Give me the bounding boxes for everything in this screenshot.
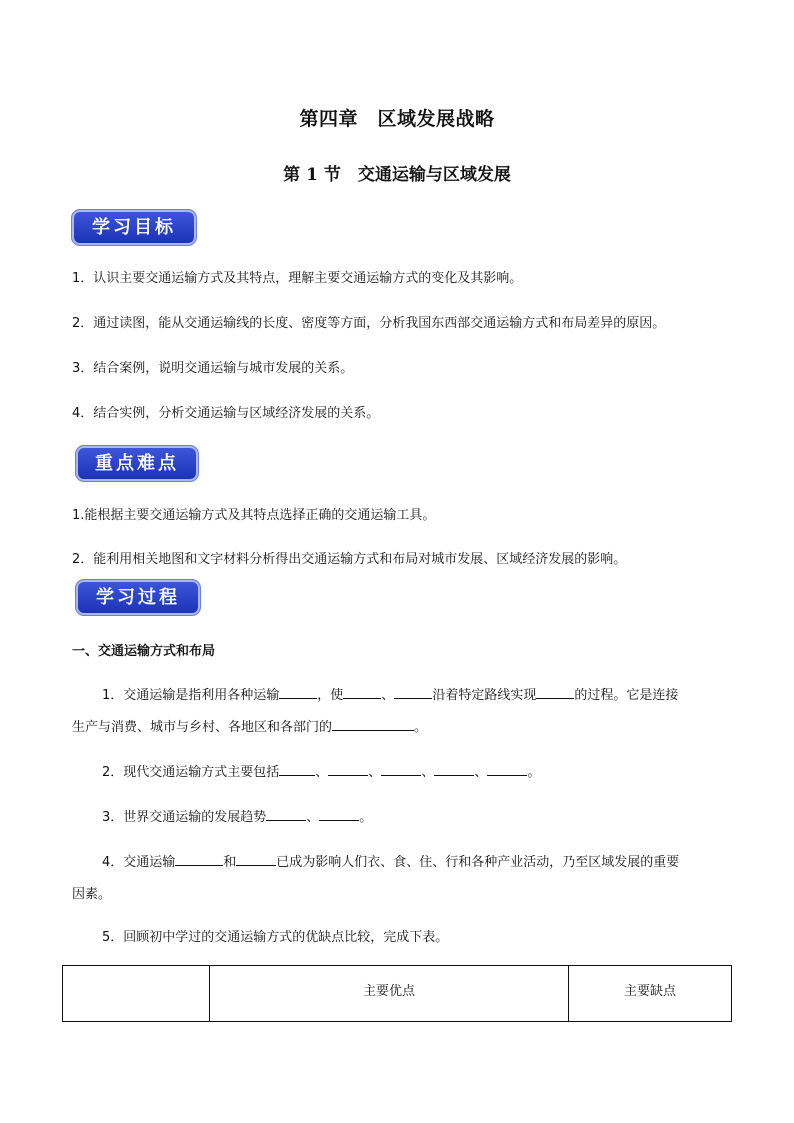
objective-3: 3．结合案例，说明交通运输与城市发展的关系。 xyxy=(72,361,354,376)
key-points-badge: 重点难点 xyxy=(78,448,196,479)
q2-sep: 、 xyxy=(315,765,329,780)
fill-blank[interactable] xyxy=(381,762,421,776)
question-3 xyxy=(102,807,372,827)
question-5: 5．回顾初中学过的交通运输方式的优缺点比较，完成下表。 xyxy=(102,930,449,945)
table-header-cell: 主要缺点 xyxy=(569,966,732,1022)
chapter-title: 第四章 区域发展战略 xyxy=(299,108,495,130)
q3-sep: 、 xyxy=(306,810,320,825)
q1-text-c: 、 xyxy=(381,688,395,703)
q2-sep: 、 xyxy=(474,765,488,780)
q1-end: 。 xyxy=(414,720,428,735)
fill-blank[interactable] xyxy=(536,685,574,699)
q1-text-b: ，使 xyxy=(317,688,344,703)
question-1-line-1 xyxy=(102,685,678,705)
objective-1: 1．认识主要交通运输方式及其特点，理解主要交通运输方式的变化及其影响。 xyxy=(72,271,523,286)
fill-blank[interactable] xyxy=(236,852,276,866)
question-4-line-2: 因素。 xyxy=(72,887,112,902)
table-header-row xyxy=(63,966,732,1022)
q2-text: 2．现代交通运输方式主要包括 xyxy=(102,765,280,780)
comparison-table xyxy=(62,965,732,1022)
key-point-1: 1.能根据主要交通运输方式及其特点选择正确的交通运输工具。 xyxy=(72,508,436,523)
q1-text-d: 沿着特定路线实现 xyxy=(432,688,537,703)
fill-blank[interactable] xyxy=(434,762,474,776)
q2-sep: 、 xyxy=(421,765,435,780)
q1-text-e: 的过程。它是连接 xyxy=(574,688,679,703)
q3-text: 3．世界交通运输的发展趋势 xyxy=(102,810,267,825)
q2-sep: 、 xyxy=(368,765,382,780)
fill-blank[interactable] xyxy=(487,762,527,776)
section-heading: 一、交通运输方式和布局 xyxy=(72,644,216,659)
q1-line2: 生产与消费、城市与乡村、各地区和各部门的 xyxy=(72,720,333,735)
q4-text-c: 已成为影响人们衣、食、住、行和各种产业活动，乃至区域发展的重要 xyxy=(276,855,680,870)
objective-2: 2．通过读图，能从交通运输线的长度、密度等方面，分析我国东西部交通运输方式和布局差异的原因。 xyxy=(72,316,666,331)
q1-text-a: 1．交通运输是指利用各种运输 xyxy=(102,688,280,703)
fill-blank[interactable] xyxy=(175,852,223,866)
section-title: 第 1 节 交通运输与区域发展 xyxy=(283,165,511,185)
q3-end: 。 xyxy=(359,810,373,825)
question-2 xyxy=(102,762,540,782)
objective-4: 4．结合实例，分析交通运输与区域经济发展的关系。 xyxy=(72,406,380,421)
q4-text-b: 和 xyxy=(223,855,237,870)
fill-blank[interactable] xyxy=(279,685,317,699)
fill-blank[interactable] xyxy=(266,807,306,821)
fill-blank[interactable] xyxy=(279,762,315,776)
table-header-cell: 主要优点 xyxy=(210,966,569,1022)
objectives-badge: 学习目标 xyxy=(74,212,194,243)
fill-blank[interactable] xyxy=(394,685,432,699)
q2-end: 。 xyxy=(527,765,541,780)
fill-blank[interactable] xyxy=(328,762,368,776)
fill-blank[interactable] xyxy=(343,685,381,699)
question-1-line-2 xyxy=(72,717,427,737)
table-header-cell xyxy=(63,966,210,1022)
fill-blank[interactable] xyxy=(319,807,359,821)
question-4-line-1 xyxy=(102,852,679,872)
key-point-2: 2．能利用相关地图和文字材料分析得出交通运输方式和布局对城市发展、区域经济发展的影响。 xyxy=(72,552,627,567)
q4-text-a: 4．交通运输 xyxy=(102,855,176,870)
fill-blank[interactable] xyxy=(332,717,414,731)
process-badge: 学习过程 xyxy=(78,582,198,613)
